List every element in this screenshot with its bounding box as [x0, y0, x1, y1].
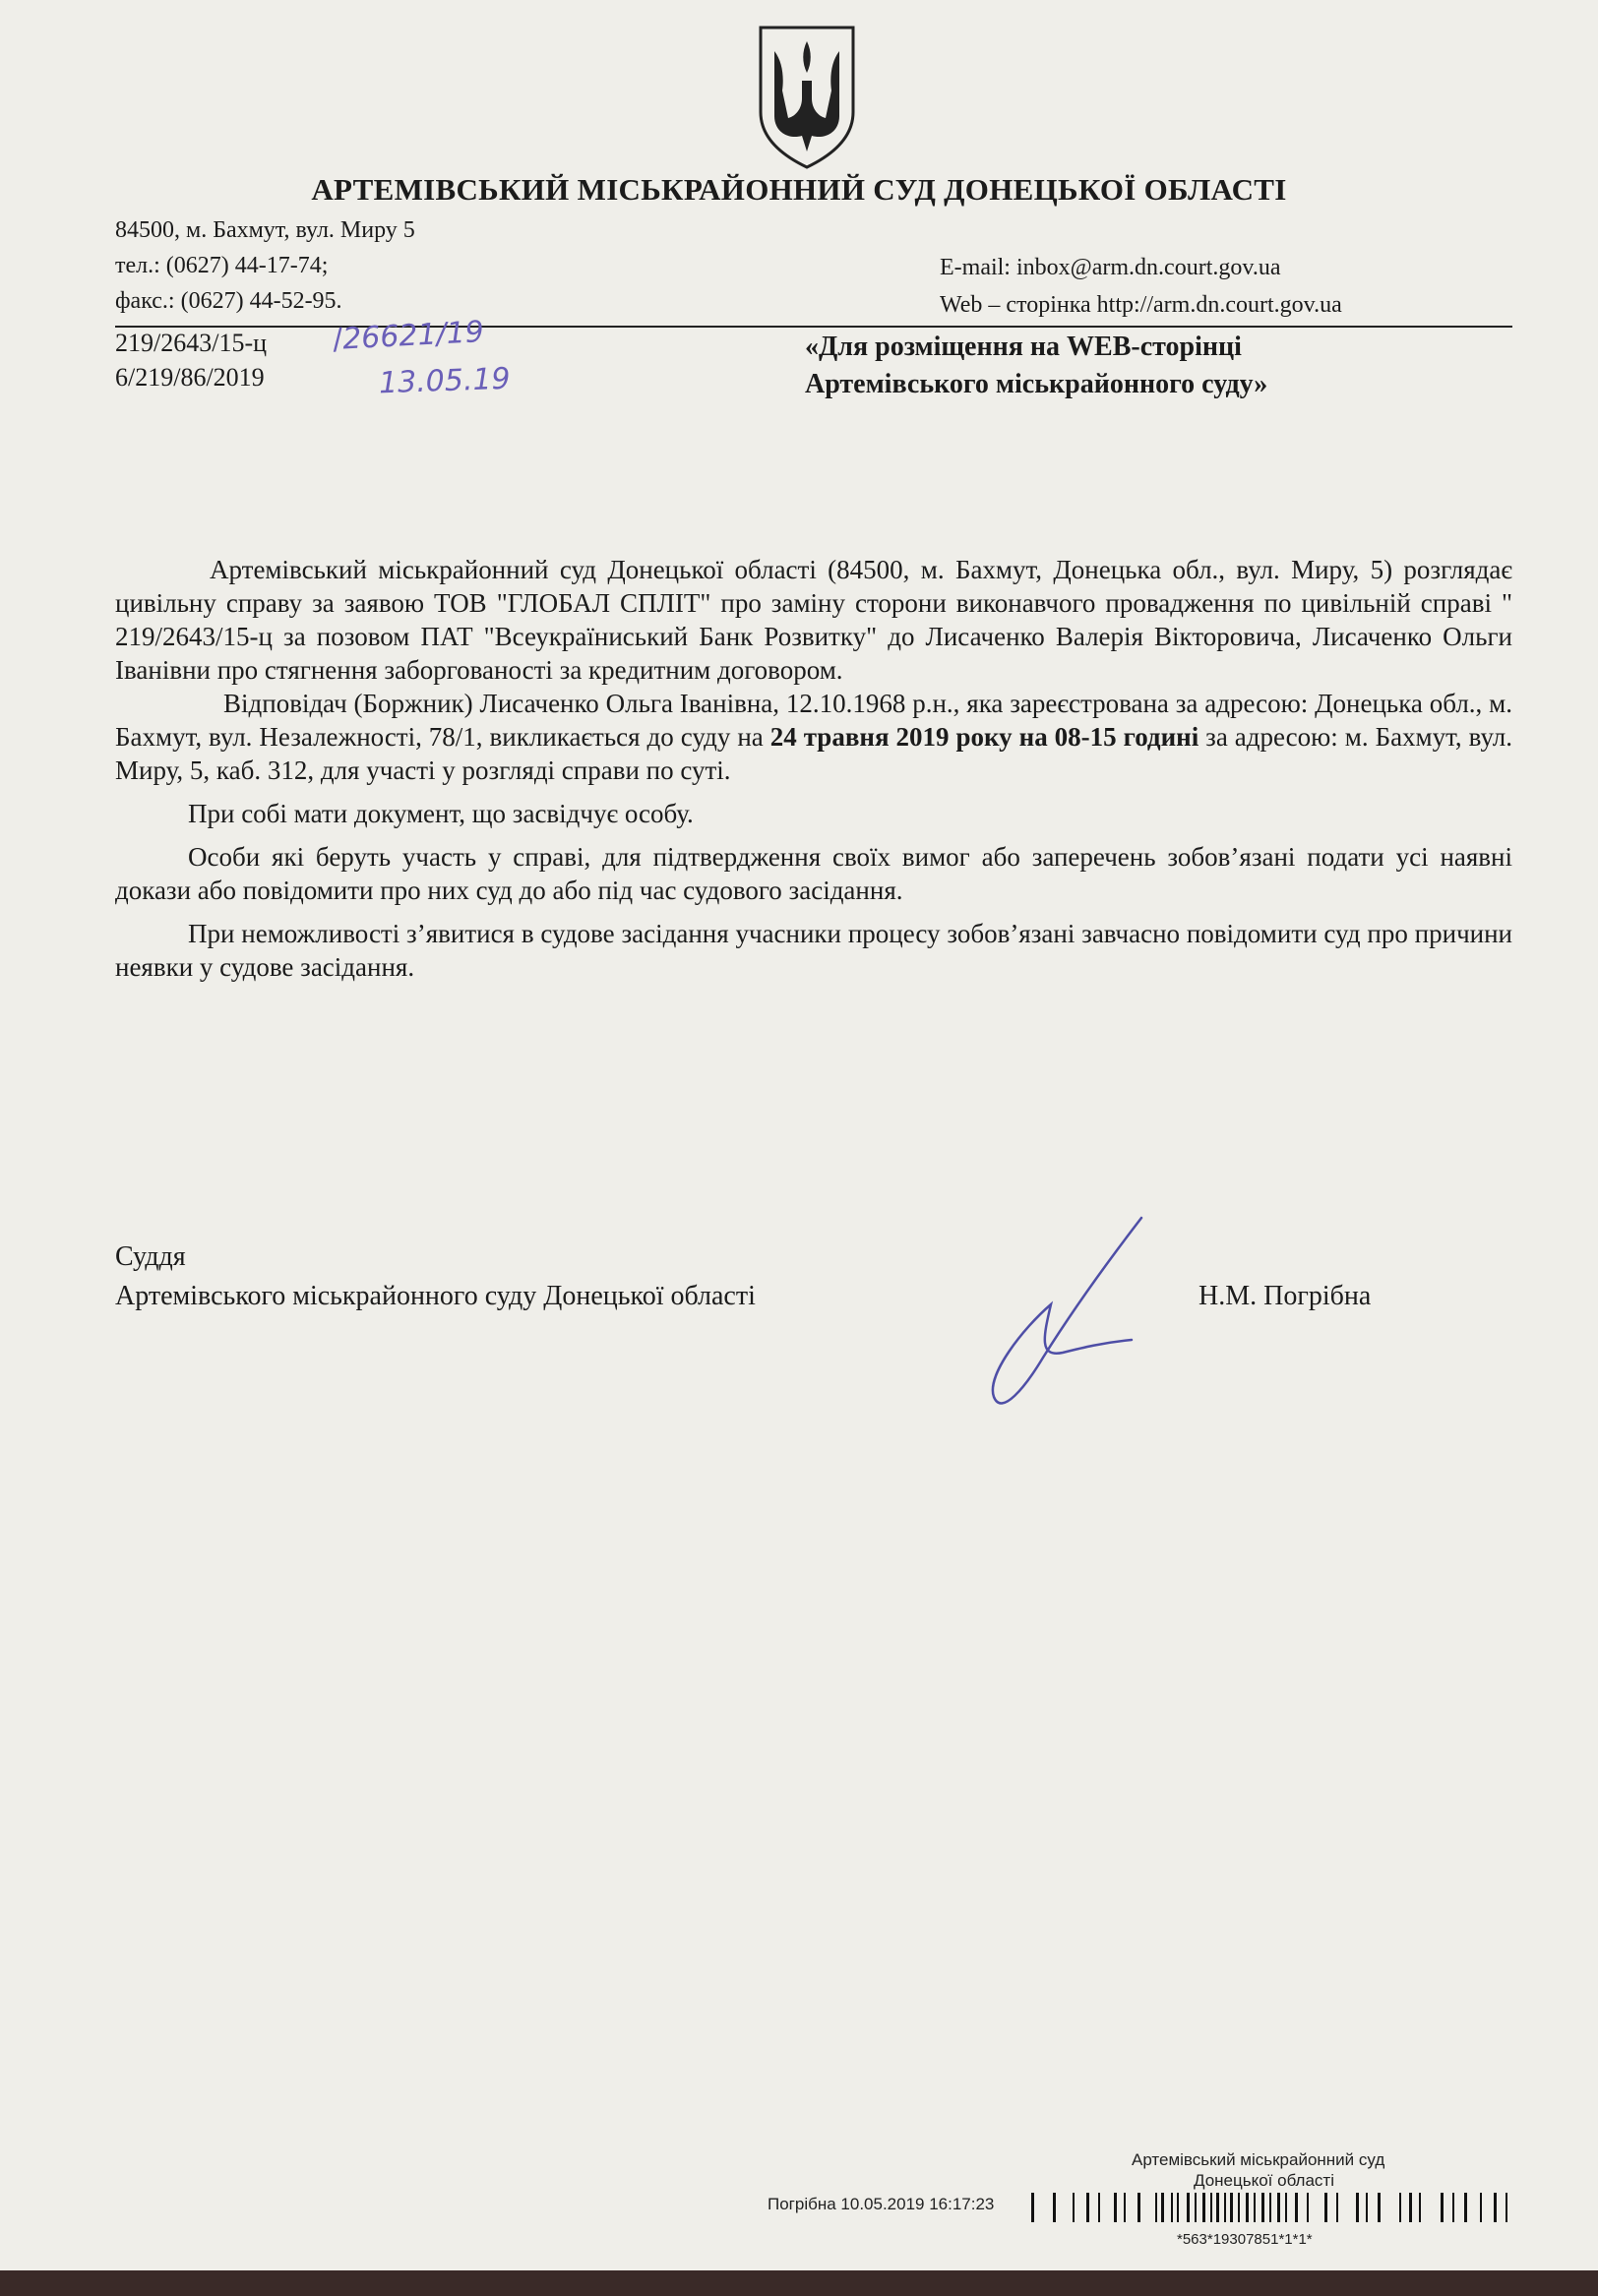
handwritten-signature — [974, 1210, 1151, 1417]
header-divider — [115, 326, 1512, 328]
absence-paragraph: При неможливості з’явитися в судове засідання учасники процесу зобов’язані завчасно повідомити суд про причини неявки у судове засідання. — [115, 919, 1512, 982]
evidence-paragraph: Особи які беруть участь у справі, для підтвердження своїх вимог або заперечень зобов’язані подати усі наявні докази або повідомити про них суд до або під час судового засідання. — [115, 842, 1512, 905]
case-description-paragraph: Артемівський міськрайонний суд Донецької області (84500, м. Бахмут, Донецька обл., вул. Миру, 5) розглядає цивільну справу за заявою ТОВ "ГЛОБАЛ СПЛІТ" про заміну сторони виконавчого провадження по цивільній справі " 219/2643/15-ц за позовом ПАТ "Всеукраїниський Банк Розвитку" до Лисаченко Валерія Вікторовича, Лисаченко Ольги Іванівни про стягнення заборгованості за кредитним договором. — [115, 555, 1512, 685]
summons-paragraph: Відповідач (Боржник) Лисаченко Ольга Іванівна, 12.10.1968 р.н., яка зареєстрована за адресою: Донецька обл., м. Бахмут, вул. Незалежності, 78/1, викликається до суду на 24 травня 2019 року на 08-15 годині за адресою: м. Бахмут, вул. Миру, 5, каб. 312, для участі у розгляді справи по суті. — [115, 689, 1512, 785]
court-fax: факс.: (0627) 44-52-95. — [115, 288, 342, 314]
web-note-line1: «Для розміщення на WEB-сторінці — [805, 332, 1242, 362]
stamp-region: Донецької області — [1194, 2171, 1334, 2190]
court-title: АРТЕМІВСЬКИЙ МІСЬКРАЙОННИЙ СУД ДОНЕЦЬКОЇ ОБЛАСТІ — [311, 172, 1287, 207]
court-email: E-mail: inbox@arm.dn.court.gov.ua — [940, 255, 1281, 280]
stamp-court-name: Артемівський міськрайонний суд — [1132, 2150, 1385, 2169]
trident-emblem-icon — [753, 22, 861, 171]
case-number: 219/2643/15-ц — [115, 329, 268, 357]
handwritten-registration-number: /26621/19 — [332, 314, 485, 358]
judge-name: Н.М. Погрібна — [1198, 1281, 1372, 1311]
hearing-date: 24 травня 2019 року на 08-15 годині — [769, 722, 1199, 752]
judge-title: Суддя — [115, 1241, 186, 1272]
registration-stamp: Погрібна 10.05.2019 16:17:23 — [768, 2195, 995, 2213]
web-note-line2: Артемівського міськрайонного суду» — [805, 369, 1268, 399]
court-phone: тел.: (0627) 44-17-74; — [115, 253, 329, 278]
proceeding-number: 6/219/86/2019 — [115, 363, 265, 392]
barcode-number: *563*19307851*1*1* — [1177, 2231, 1313, 2248]
web-publication-note — [805, 329, 1267, 403]
court-website: Web – сторінка http://arm.dn.court.gov.ua — [940, 292, 1342, 318]
id-document-paragraph: При собі мати документ, що засвідчує особу. — [188, 799, 694, 828]
barcode-icon — [1029, 2191, 1511, 2232]
court-address: 84500, м. Бахмут, вул. Миру 5 — [115, 217, 415, 243]
handwritten-date: 13.05.19 — [378, 361, 512, 401]
signature-block — [115, 1238, 756, 1316]
summons-body — [115, 553, 1512, 984]
judge-court: Артемівського міськрайонного суду Донецької області — [115, 1281, 756, 1311]
scan-edge — [0, 2270, 1598, 2296]
